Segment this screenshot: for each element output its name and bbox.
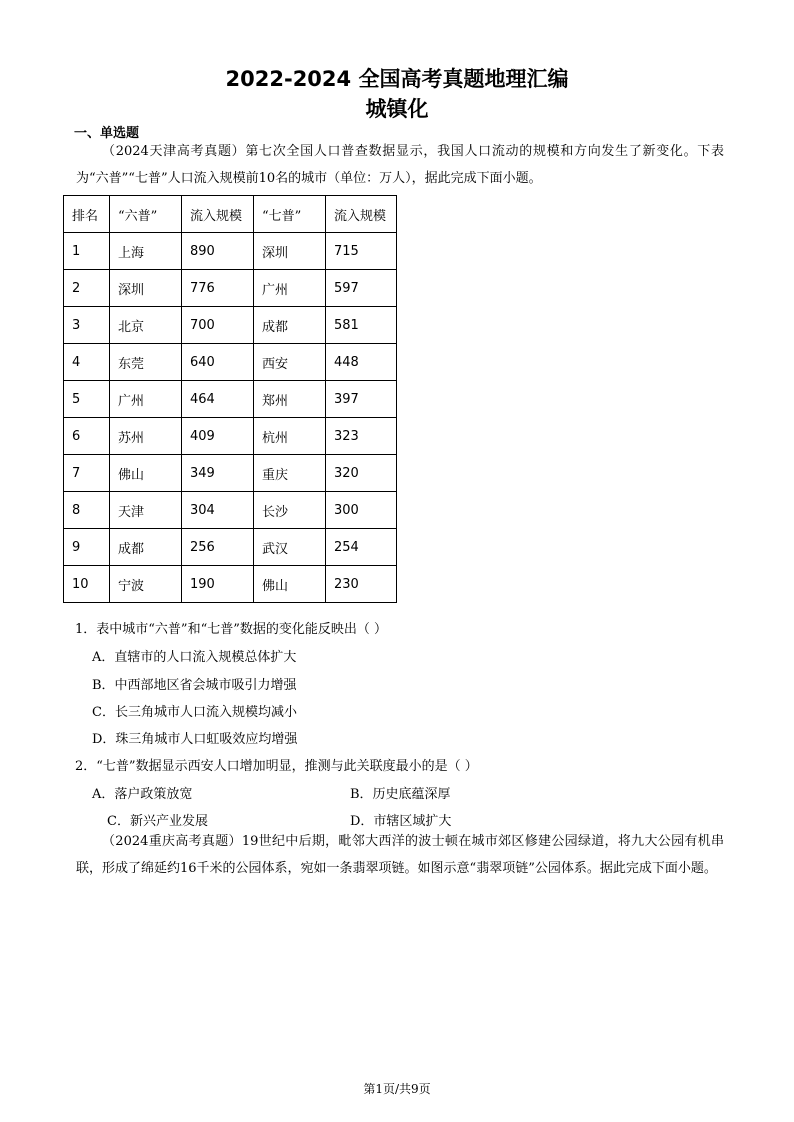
table-cell: 佛山 [110, 455, 182, 492]
table-row [64, 233, 397, 270]
table-cell: 10 [64, 566, 110, 603]
table-header-cell: “七普” [254, 196, 326, 233]
table-cell: 300 [326, 492, 397, 529]
table-row [64, 381, 397, 418]
table-cell: 长沙 [254, 492, 326, 529]
table-cell: 深圳 [110, 270, 182, 307]
page-footer: 第1页/共9页 [363, 1082, 431, 1096]
table-cell: 4 [64, 344, 110, 381]
table-row [64, 344, 397, 381]
table-cell: 776 [182, 270, 254, 307]
document-title: 2022-2024 全国高考真题地理汇编 [225, 67, 569, 91]
table-cell: 广州 [254, 270, 326, 307]
table-row [64, 492, 397, 529]
table-cell: 9 [64, 529, 110, 566]
table-row [64, 270, 397, 307]
question-2-option-a: A．落户政策放宽 [92, 787, 193, 802]
table-cell: 北京 [110, 307, 182, 344]
table-cell: 581 [326, 307, 397, 344]
table-cell: 2 [64, 270, 110, 307]
table-cell: 上海 [110, 233, 182, 270]
table-header-cell: 排名 [64, 196, 110, 233]
table-cell: 190 [182, 566, 254, 603]
table-cell: 深圳 [254, 233, 326, 270]
table-header-cell: “六普” [110, 196, 182, 233]
table-cell: 3 [64, 307, 110, 344]
table-cell: 成都 [110, 529, 182, 566]
table-cell: 7 [64, 455, 110, 492]
question-1-option-d: D．珠三角城市人口虹吸效应均增强 [92, 732, 298, 747]
table-cell: 天津 [110, 492, 182, 529]
table-header-cell: 流入规模 [326, 196, 397, 233]
table-cell: 杭州 [254, 418, 326, 455]
table-cell: 597 [326, 270, 397, 307]
table-cell: 武汉 [254, 529, 326, 566]
table-header-row [64, 196, 397, 233]
intro-paragraph-1: （2024天津高考真题）第七次全国人口普查数据显示，我国人口流动的规模和方向发生了新变化。下表为“六普”“七普”人口流入规模前10名的城市（单位：万人），据此完成下面小题。 [76, 144, 724, 186]
table-cell: 东莞 [110, 344, 182, 381]
population-table [63, 195, 397, 603]
table-cell: 苏州 [110, 418, 182, 455]
table-cell: 397 [326, 381, 397, 418]
document-subtitle: 城镇化 [365, 97, 429, 121]
table-row [64, 529, 397, 566]
section-heading: 一、单选题 [74, 126, 140, 141]
table-cell: 宁波 [110, 566, 182, 603]
table-cell: 304 [182, 492, 254, 529]
table-cell: 1 [64, 233, 110, 270]
question-2-option-b: B．历史底蕴深厚 [350, 787, 451, 802]
table-cell: 349 [182, 455, 254, 492]
table-header-cell: 流入规模 [182, 196, 254, 233]
table-cell: 409 [182, 418, 254, 455]
table-row [64, 418, 397, 455]
table-row [64, 307, 397, 344]
table-cell: 成都 [254, 307, 326, 344]
question-2-option-c: C．新兴产业发展 [107, 814, 208, 829]
table-cell: 广州 [110, 381, 182, 418]
question-2-stem: 2．“七普”数据显示西安人口增加明显，推测与此关联度最小的是（ ） [75, 759, 478, 774]
table-cell: 佛山 [254, 566, 326, 603]
table-cell: 464 [182, 381, 254, 418]
table-cell: 西安 [254, 344, 326, 381]
table-cell: 重庆 [254, 455, 326, 492]
question-1-option-b: B．中西部地区省会城市吸引力增强 [92, 678, 297, 693]
question-2-option-d: D．市辖区域扩大 [350, 814, 452, 829]
table-cell: 6 [64, 418, 110, 455]
table-row [64, 566, 397, 603]
question-1-option-c: C．长三角城市人口流入规模均减小 [92, 705, 297, 720]
table-cell: 323 [326, 418, 397, 455]
table-cell: 448 [326, 344, 397, 381]
table-cell: 700 [182, 307, 254, 344]
question-1-option-a: A．直辖市的人口流入规模总体扩大 [92, 650, 297, 665]
table-cell: 256 [182, 529, 254, 566]
table-cell: 715 [326, 233, 397, 270]
table-row [64, 455, 397, 492]
table-cell: 5 [64, 381, 110, 418]
table-cell: 890 [182, 233, 254, 270]
table-cell: 640 [182, 344, 254, 381]
question-1-stem: 1．表中城市“六普”和“七普”数据的变化能反映出（ ） [75, 622, 387, 637]
intro-paragraph-2: （2024重庆高考真题）19世纪中后期，毗邻大西洋的波士顿在城市郊区修建公园绿道，将九大公园有机串联，形成了绵延约16千米的公园体系，宛如一条翡翠项链。如图示意“翡翠项链”公园体系。据此完成下面小题。 [76, 834, 724, 876]
table-cell: 254 [326, 529, 397, 566]
table-cell: 郑州 [254, 381, 326, 418]
table-cell: 230 [326, 566, 397, 603]
table-cell: 8 [64, 492, 110, 529]
table-cell: 320 [326, 455, 397, 492]
